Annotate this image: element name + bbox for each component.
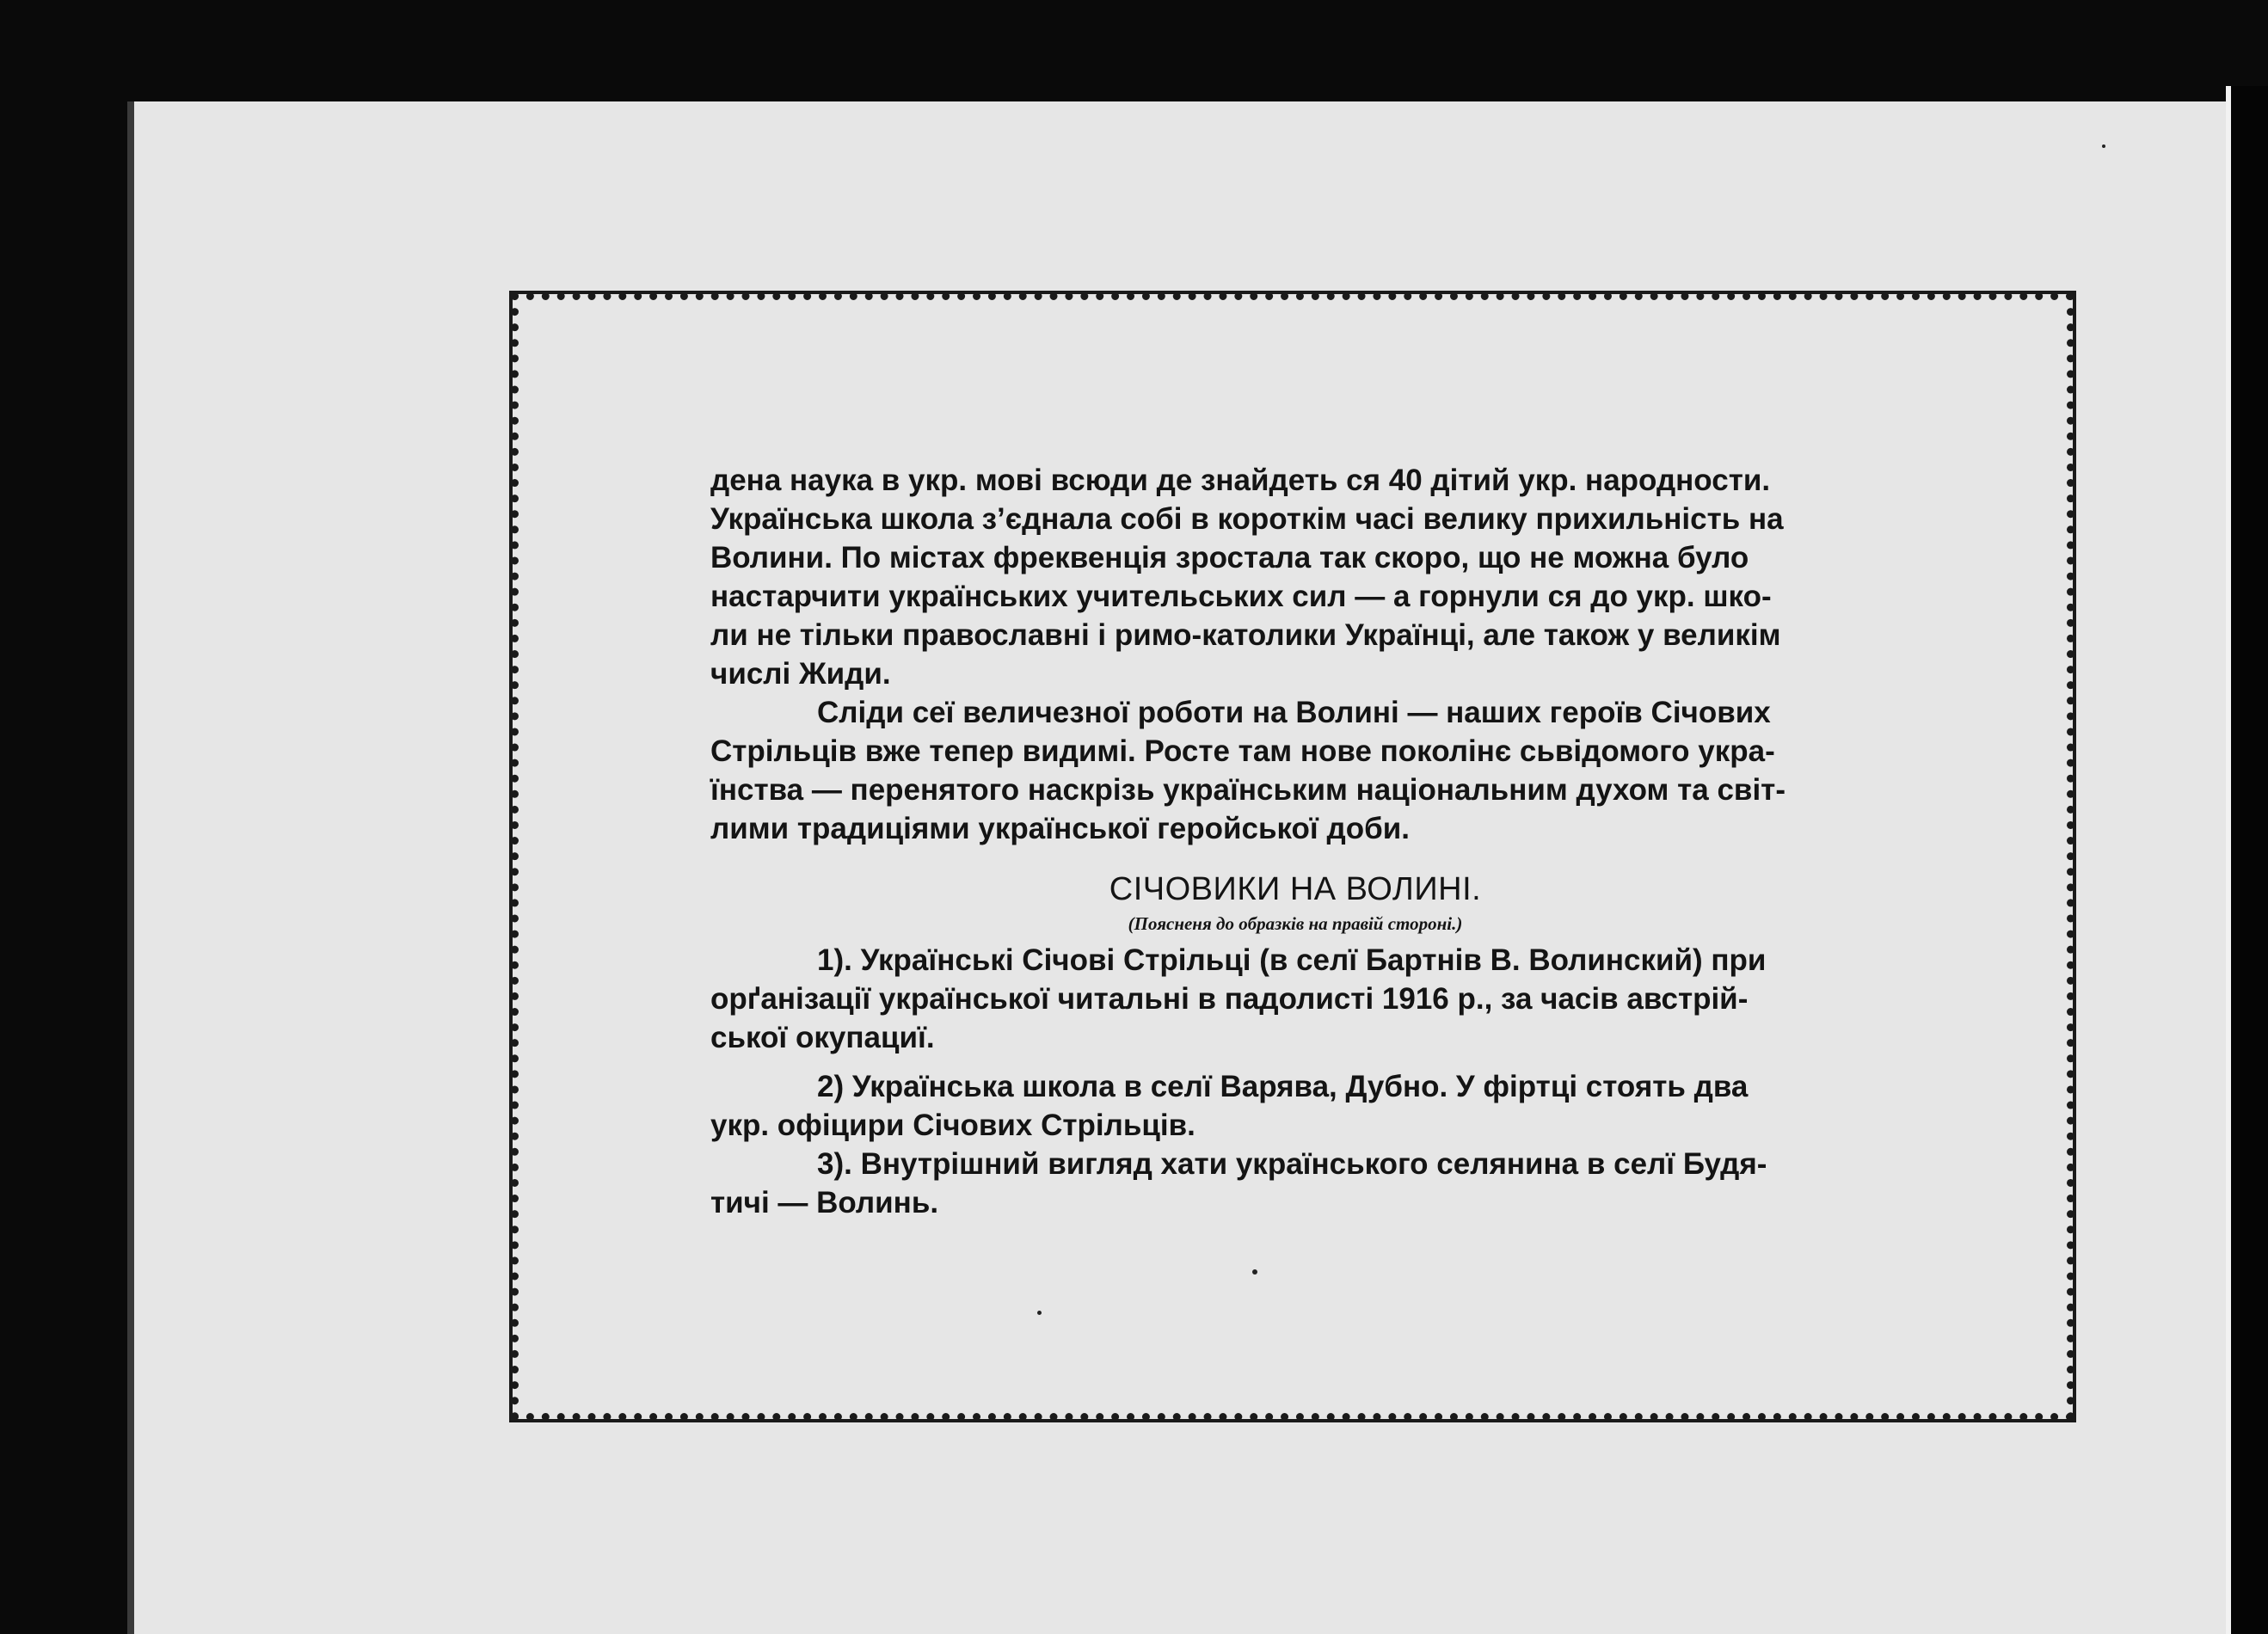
text-line: лими традиціями української геройської доби.	[710, 812, 1410, 845]
caption-item-2	[710, 1067, 1880, 1145]
text-line: настарчити українських учительських сил — а горнули ся до укр. шко-	[710, 580, 1772, 613]
text-line: числі Жиди.	[710, 657, 891, 691]
section-heading: СІЧОВИКИ НА ВОЛИНІ.	[1109, 871, 1482, 907]
text-line: 3). Внутрішний вигляд хати українського селянина в селї Будя-	[817, 1147, 1767, 1181]
text-line: дена наука в укр. мові всюди де знайдеть ся 40 дітий укр. народности.	[710, 464, 1771, 497]
print-speck	[1037, 1311, 1042, 1315]
text-line: ської окупациї.	[710, 1021, 935, 1054]
text-line: Стрільців вже тепер видимі. Росте там нове поколінє сьвідомого укра-	[710, 734, 1775, 768]
page-right-strip	[2226, 86, 2231, 1634]
text-line: 2) Українська школа в селї Варява, Дубно. У фіртці стоять два	[817, 1070, 1749, 1103]
document-body	[710, 461, 1880, 1222]
text-line: їнства — перенятого наскрізь українським національним духом та світ-	[710, 773, 1786, 807]
page-right-edge	[2226, 86, 2268, 1634]
paragraph-2	[710, 693, 1880, 848]
caption-item-1	[710, 941, 1880, 1057]
text-line: укр. офіцири Січових Стрільців.	[710, 1109, 1195, 1142]
section-subheading: (Поясненя до образків на правій стороні.)	[1128, 913, 1463, 934]
text-line: Волини. По містах фреквенція зростала так скоро, що не можна було	[710, 541, 1749, 574]
text-line: Українська школа з’єднала собі в короткім часі велику прихильність на	[710, 502, 1784, 536]
text-line: ли не тільки православні і римо-католики Українці, але також у великім	[710, 618, 1781, 652]
text-line: 1). Українські Січові Стрільці (в селї Бартнів В. Волинский) при	[817, 943, 1767, 977]
text-line: орґанізації української читальні в падолисті 1916 р., за часів австрій-	[710, 982, 1749, 1016]
paragraph-1	[710, 461, 1880, 693]
print-speck	[1252, 1269, 1257, 1275]
caption-item-3	[710, 1145, 1880, 1222]
print-speck	[2102, 144, 2105, 148]
text-line: тичі — Волинь.	[710, 1186, 939, 1219]
text-line: Сліди сеї величезної роботи на Волині — наших героїв Січових	[817, 696, 1771, 729]
